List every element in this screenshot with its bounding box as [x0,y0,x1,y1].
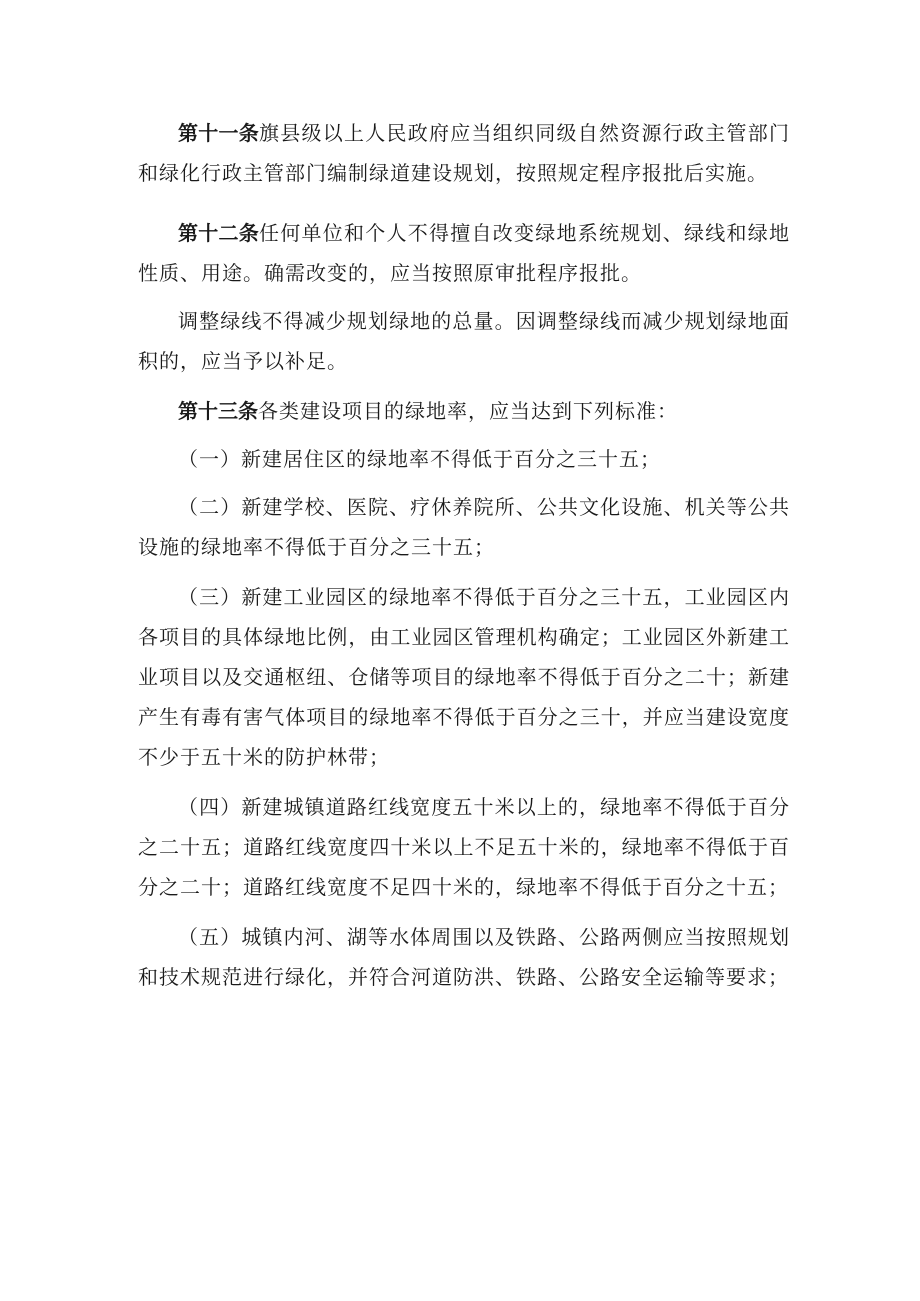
article-11-text: 旗县级以上人民政府应当组织同级自然资源行政主管部门和绿化行政主管部门编制绿道建设规划，按照规定程序报批后实施。 [138,121,790,185]
article-13-text: 各类建设项目的绿地率，应当达到下列标准： [258,399,678,423]
article-11-paragraph [138,113,790,193]
article-13-item-2-text: （二）新建学校、医院、疗休养院所、公共文化设施、机关等公共设施的绿地率不得低于百分之三十五； [138,495,790,559]
article-12-sub-paragraph [138,301,790,381]
article-13-item-5 [138,917,790,997]
article-13-item-4 [138,787,790,907]
article-13-item-4-text: （四）新建城镇道路红线宽度五十米以上的，绿地率不得低于百分之二十五；道路红线宽度四十米以上不足五十米的，绿地率不得低于百分之二十；道路红线宽度不足四十米的，绿地率不得低于百分之十五； [138,795,790,899]
article-13-paragraph [138,391,790,431]
article-13-item-3 [138,577,790,777]
article-12-paragraph [138,213,790,293]
article-13-item-5-text: （五）城镇内河、湖等水体周围以及铁路、公路两侧应当按照规划和技术规范进行绿化，并符合河道防洪、铁路、公路安全运输等要求； [138,925,790,989]
article-13-heading: 第十三条 [178,399,258,423]
article-12-text: 任何单位和个人不得擅自改变绿地系统规划、绿线和绿地性质、用途。确需改变的，应当按照原审批程序报批。 [138,221,790,285]
article-13-item-1 [138,439,790,479]
document-page [138,113,790,997]
article-11-heading: 第十一条 [178,121,259,145]
article-12-sub-text: 调整绿线不得减少规划绿地的总量。因调整绿线而减少规划绿地面积的，应当予以补足。 [138,309,790,373]
article-13-item-1-text: （一）新建居住区的绿地率不得低于百分之三十五； [178,447,661,471]
article-13-item-3-text: （三）新建工业园区的绿地率不得低于百分之三十五，工业园区内各项目的具体绿地比例，由工业园区管理机构确定；工业园区外新建工业项目以及交通枢纽、仓储等项目的绿地率不得低于百分之二十；新建产生有毒有害气体项目的绿地率不得低于百分之三十，并应当建设宽度不少于五十米的防护林带； [138,585,790,769]
article-13-item-2 [138,487,790,567]
article-12-heading: 第十二条 [178,221,259,245]
